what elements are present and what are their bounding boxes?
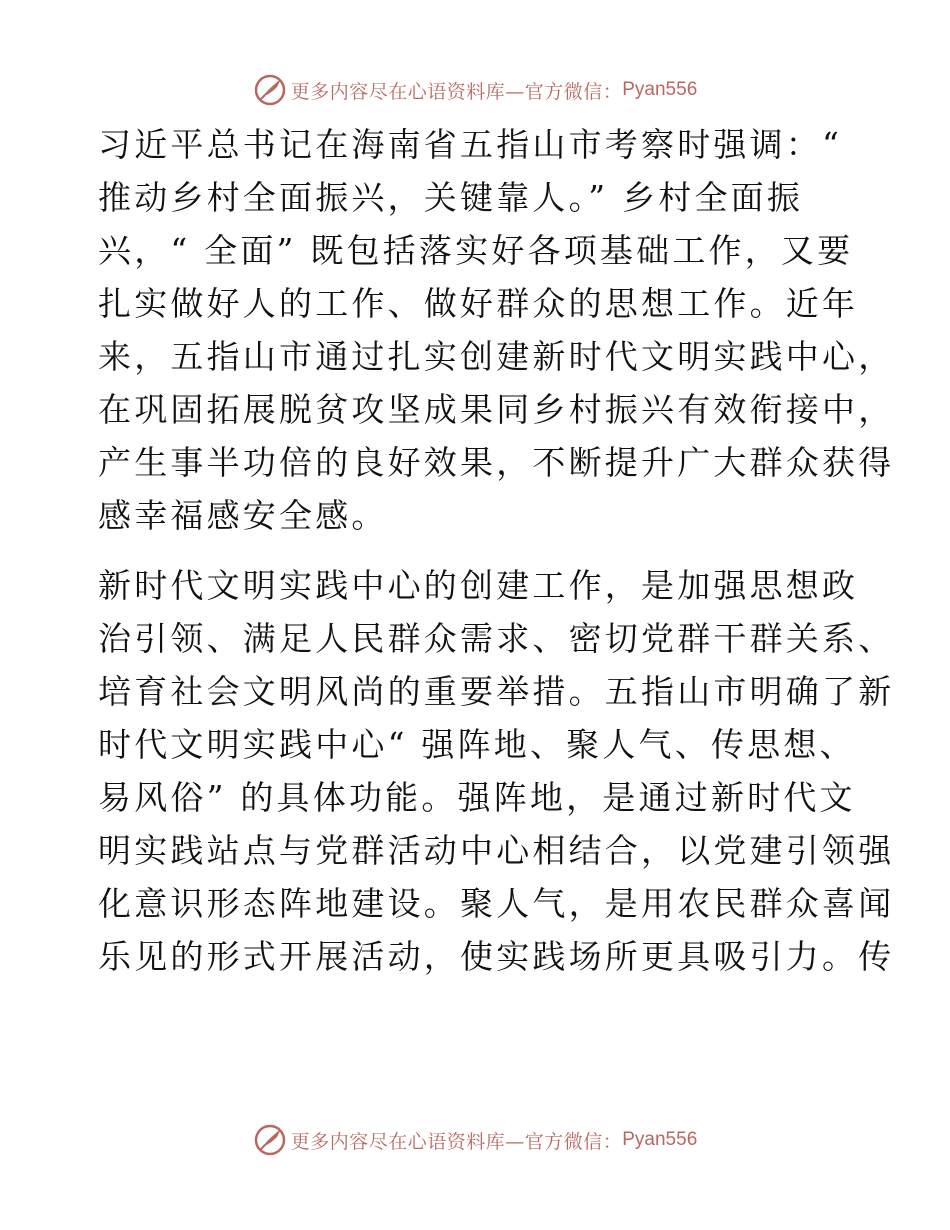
text-line: 时代文明实践中心“ 强阵地、聚人气、传思想、 xyxy=(98,725,856,764)
document-body xyxy=(98,118,895,983)
text-line: 习近平总书记在海南省五指山市考察时强调：“ xyxy=(98,125,843,164)
paragraph-2 xyxy=(98,559,895,983)
text-line: 新时代文明实践中心的创建工作，是加强思想政 xyxy=(98,566,859,605)
text-line: 兴，“ 全面” 既包括落实好各项基础工作，又要 xyxy=(98,231,854,270)
text-line: 来，五指山市通过扎实创建新时代文明实践中心， xyxy=(98,337,895,376)
text-line: 产生事半功倍的良好效果，不断提升广大群众获得 xyxy=(98,443,895,482)
watermark-text: 更多内容尽在心语资料库—官方微信： xyxy=(290,1130,623,1153)
text-line: 在巩固拓展脱贫攻坚成果同乡村振兴有效衔接中， xyxy=(98,390,895,429)
paragraph-1 xyxy=(98,118,895,542)
watermark-text: 更多内容尽在心语资料库—官方微信： xyxy=(290,80,623,103)
quill-logo-icon xyxy=(253,1123,287,1157)
header-watermark xyxy=(0,70,950,110)
text-line: 培育社会文明风尚的重要举措。五指山市明确了新 xyxy=(98,672,895,711)
text-line: 明实践站点与党群活动中心相结合，以党建引领强 xyxy=(98,831,895,870)
quill-logo-icon xyxy=(253,73,287,107)
watermark-account: Pyan556 xyxy=(622,1129,698,1150)
text-line: 化意识形态阵地建设。聚人气，是用农民群众喜闻 xyxy=(98,884,895,923)
text-line: 感幸福感安全感。 xyxy=(98,496,388,535)
text-line: 易风俗” 的具体功能。强阵地，是通过新时代文 xyxy=(98,778,856,817)
watermark-account: Pyan556 xyxy=(622,79,698,100)
text-line: 乐见的形式开展活动，使实践场所更具吸引力。传 xyxy=(98,937,895,976)
text-line: 推动乡村全面振兴，关键靠人。” 乡村全面振 xyxy=(98,178,804,217)
footer-watermark xyxy=(0,1120,950,1160)
text-line: 治引领、满足人民群众需求、密切党群干群关系、 xyxy=(98,619,895,658)
text-line: 扎实做好人的工作、做好群众的思想工作。近年 xyxy=(98,284,859,323)
